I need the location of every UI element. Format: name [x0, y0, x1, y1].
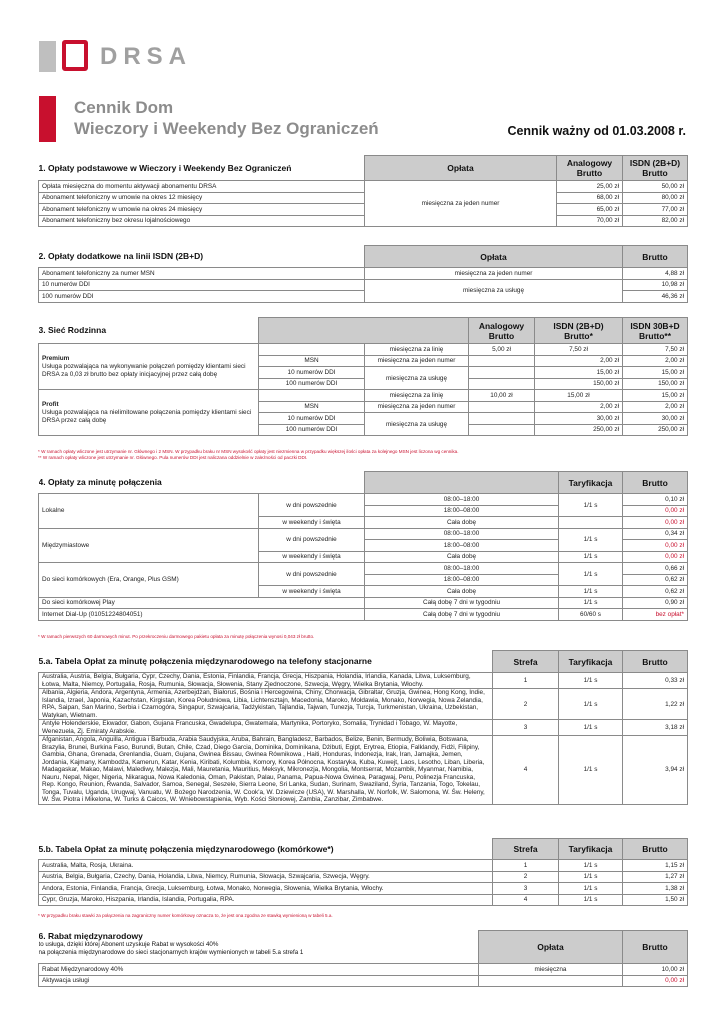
price: 80,00 zł	[623, 192, 688, 204]
row-label: Do sieci komórkowej Play	[39, 597, 365, 609]
row-label: Opłata miesięczna do momentu aktywacji abonamentu DRSA	[39, 181, 365, 193]
price: 2,00 zł	[623, 355, 688, 367]
table-row	[39, 597, 688, 609]
fee-type: miesięczna za usługę	[365, 367, 469, 390]
country-list: Antyle Holenderskie, Ekwador, Gabon, Gujana Francuska, Gwadelupa, Gwatemala, Martynika, Portoryko, Somalia, Trynidad i Tobago, W. Mayotte, Wenezuela, Zj. Emiraty Arabskie.	[39, 720, 493, 736]
footnote: * W ramach pierwszych 60 darmowych minut. Po przekroczeniu darmowego pakietu opłata za minutę połączenia wynosi 0,043 zł brutto.	[38, 634, 315, 639]
number-type: 100 numerów DDI	[259, 424, 365, 436]
table-family-network	[38, 317, 688, 436]
table-intl-discount	[38, 930, 688, 987]
table-intl-landline	[38, 650, 688, 805]
tariff: 1/1 s	[559, 883, 623, 895]
fee-type: miesięczna za usługę	[365, 413, 469, 436]
price: 4,88 zł	[623, 268, 688, 280]
plan-profit	[39, 390, 259, 436]
price: 50,00 zł	[623, 181, 688, 193]
table-row	[39, 689, 688, 720]
zone: 2	[493, 689, 559, 720]
zone: 2	[493, 871, 559, 883]
row-label: Abonament telefoniczny w umowie na okres 12 miesięcy	[39, 192, 365, 204]
section-heading: 5.b. Tabela Opłat za minutę połączenia międzynarodowego (komórkowe*)	[39, 839, 493, 860]
tariff: 1/1 s	[559, 736, 623, 805]
day-type: w weekendy i święta	[259, 517, 365, 529]
price: 1,27 zł	[623, 871, 688, 883]
fee-type: miesięczna za jeden numer	[365, 268, 623, 280]
price: 2,00 zł	[535, 401, 623, 413]
country-list: Afganistan, Angola, Anguilla, Antigua i Barbuda, Arabia Saudyjska, Aruba, Bahrain, Bangladesz, Barbados, Belize, Benin, Bermudy, Boliwia, Botswana, Brazylia, Brunei, Burkina Faso, Burundi, Butan, Chile, Czad, Diego Garcia, Dominika, Dominikana, Dżibuti, Egipt, Erytrea, Etiopia, Falklandy, Fidżi, Filipiny, Gambia, Ghana, Grenada, Grenlandia, Guam, Gujana, Gwinea Bissau, Gwinea Równikowa , Haiti, Honduras, Indonezja, Irak, Iran, Jamajka, Jemen, Jordania, Kajmany, Kambodża, Kamerun, Katar, Kenia, Kiribati, Kolumbia, Komory, Korea Północna, Kostaryka, Kuba, Kuwejt, Laos, Lesotho, Liban, Liberia, Madagaskar, Makao, Malawi, Malediwy, Malezja, Mali, Mauretania, Mauritius, Meksyk, Mikronezja, Mongolia, Montserrat, Mozambik, Myanmar, Namibia, Nauru, Nepal, Niger, Nigeria, Nikaragua, Nowa Kaledonia, Oman, Pakistan, Palau, Panama, Papua-Nowa Gwinea, Paragwaj, Peru, Polinezja Francuska, Rep. Kongo, Reunion, Rwanda, Salvador, Samoa, Senegal, Seszele, Sierra Leone, Sri Lanka, Sudan, Surinam, Swaziland, Syria, Tanzania, Togo, Tokelau, Tonga, Tuvalu, Uganda, Urugwaj, Vanuatu, W. Bożego Narodzenia, W. Cook'a, W. Dziewicze (USA), W. Marshalla, W. Norfolk, W. Salomona, W. Św. Heleny, W. Św. Piotra i Mikelona, W. Turks & Caicos, W. Wniebowstąpienia, Wyb. Kości Słoniowej, Zambia, Zanzibar, Zimbabwe.	[39, 736, 493, 805]
section-heading	[39, 931, 479, 964]
time-range: 18:00–08:00	[365, 505, 559, 517]
plan-premium	[39, 344, 259, 390]
table-row	[39, 181, 688, 193]
plan-title: Premium	[42, 354, 70, 362]
col-header: Brutto	[623, 839, 688, 860]
tariff: 1/1 s	[559, 894, 623, 906]
table-row	[39, 192, 688, 204]
table-row	[39, 894, 688, 906]
fee-type: miesięczna	[479, 964, 623, 976]
tariff: 1/1 s	[559, 673, 623, 689]
price: 1,15 zł	[623, 860, 688, 872]
price: 30,00 zł	[623, 413, 688, 425]
table-row	[39, 673, 688, 689]
zone: 4	[493, 894, 559, 906]
price: bez opłat*	[623, 609, 688, 621]
col-header-blank	[259, 318, 469, 344]
country-list: Albania, Algieria, Andora, Argentyna, Armenia, Azerbejdżan, Białoruś, Bośnia i Hercegowina, Chiny, Chorwacja, Gibraltar, Gruzja, Gwinea, Hong Kong, Indie, Islandia, Izrael, Japonia, Kazachstan, Kirgistan, Korea Południowa, Libia, Lichtensztajn, Macedonia, Maroko, Mołdawia, Monako, Norwegia, Nowa Zelandia, RPA, Saipan, San Marino, Serbia i Czarnogóra, Singapur, Szwajcaria, Tadżykistan, Tajlandia, Tajwan, Tunezja, Turcja, Turkmenistan, Ukraina, Uzbekistan, Watykan, Wietnam.	[39, 689, 493, 720]
day-type: w dni powszednie	[259, 528, 365, 551]
day-type: w dni powszednie	[259, 494, 365, 517]
discount-title: 6. Rabat międzynarodowy	[38, 930, 143, 941]
col-header: ISDN 30B+D Brutto**	[623, 318, 688, 344]
time-range: 18:00–08:00	[365, 540, 559, 552]
price: 0,00 zł	[623, 517, 688, 529]
price: 2,00 zł	[623, 401, 688, 413]
time-range: 08:00–18:00	[365, 528, 559, 540]
table-row	[39, 883, 688, 895]
price: 0,34 zł	[623, 528, 688, 540]
table-row	[39, 975, 688, 987]
row-label: Lokalne	[39, 494, 259, 529]
footnote: * W ramach opłaty wliczone jest utrzymanie nr. Głównego i 2 MSN. W przypadku braku nr MSN wysokość opłaty jest niezmienna w przypadku większej ilości opłata za kolejnego MSN jest liczona wg cennika.	[38, 449, 459, 454]
table-basic-fees	[38, 155, 688, 227]
row-label: Rabat Międzynarodowy 40%	[39, 964, 479, 976]
country-list: Australia, Malta, Rosja, Ukraina.	[39, 860, 493, 872]
day-type: w weekendy i święta	[259, 586, 365, 598]
page-subtitle: Wieczory i Weekendy Bez Ograniczeń	[74, 119, 379, 138]
col-header: Opłata	[365, 246, 623, 268]
table-row	[39, 609, 688, 621]
page-title: Cennik Dom	[74, 98, 174, 117]
plan-desc: Usługa pozwalająca na wykonywanie połączeń pomiędzy klientami sieci DRSA za 0,03 zł brutto bez opłaty inicjacyjnej przez całą dobę	[42, 362, 246, 378]
tariff: 1/1 s	[559, 689, 623, 720]
price: 10,98 zł	[623, 279, 688, 291]
row-label: 10 numerów DDI	[39, 279, 365, 291]
table-row	[39, 204, 688, 216]
table-row	[39, 215, 688, 227]
price: 0,62 zł	[623, 586, 688, 598]
col-header-blank	[365, 472, 559, 494]
zone: 1	[493, 860, 559, 872]
time-range: Całą dobę 7 dni w tygodniu	[365, 609, 559, 621]
time-range: Cała dobę	[365, 586, 559, 598]
row-label: Abonament telefoniczny bez okresu lojalnościowego	[39, 215, 365, 227]
title-accent-bar	[39, 96, 56, 142]
price: 30,00 zł	[535, 413, 623, 425]
fee-type: miesięczna za linię	[365, 344, 469, 356]
price: 70,00 zł	[557, 215, 623, 227]
valid-from: Cennik ważny od 01.03.2008 r.	[507, 124, 686, 138]
price: 0,00 zł	[623, 505, 688, 517]
fee-type: miesięczna za jeden numer	[365, 355, 469, 367]
tariff: 1/1 s	[559, 528, 623, 551]
table-row	[39, 279, 688, 291]
table-row	[39, 528, 688, 540]
col-header: Brutto	[623, 931, 688, 964]
price: 10,00 zł	[623, 964, 688, 976]
table-row	[39, 390, 688, 402]
price: 15,00 zł	[535, 367, 623, 379]
price: 250,00 zł	[623, 424, 688, 436]
price: 150,00 zł	[535, 378, 623, 390]
col-header: Strefa	[493, 651, 559, 673]
section-heading: 2. Opłaty dodatkowe na linii ISDN (2B+D)	[39, 246, 365, 268]
col-header: Taryfikacja	[559, 472, 623, 494]
table-row	[39, 268, 688, 280]
col-header: Taryfikacja	[559, 839, 623, 860]
price: 1,22 zł	[623, 689, 688, 720]
logo-frame-icon	[62, 40, 88, 71]
tariff: 1/1 s	[559, 597, 623, 609]
country-list: Australia, Austria, Belgia, Bułgaria, Cypr, Czechy, Dania, Estonia, Finlandia, Francja, Grecja, Hiszpania, Holandia, Irlandia, Kanada, Litwa, Luksemburg, Łotwa, Malta, Niemcy, Portugalia, Rosja, Rumunia, Słowacja, Słowenia, Stany Zjednoczone, Szwecja, Węgry, Wielka Brytania, Włochy.	[39, 673, 493, 689]
footnote: ** W ramach opłaty wliczone jest utrzymanie nr. Głównego. Pula numerów DDI jest naliczana oddzielnie w zależności od paczki DDI.	[38, 455, 308, 460]
table-row	[39, 494, 688, 506]
fee-type: miesięczna za jeden numer	[365, 181, 557, 227]
table-intl-mobile	[38, 838, 688, 906]
table-row	[39, 563, 688, 575]
fee-type: miesięczna za usługę	[365, 279, 623, 302]
col-header: ISDN (2B+D) Brutto	[623, 156, 688, 181]
col-header: Analogowy Brutto	[469, 318, 535, 344]
price: 0,66 zł	[623, 563, 688, 575]
number-type: 100 numerów DDI	[259, 378, 365, 390]
price: 15,00 zł	[623, 367, 688, 379]
price: 0,00 zł	[623, 975, 688, 987]
table-row	[39, 720, 688, 736]
row-label: 100 numerów DDI	[39, 291, 365, 303]
col-header: Analogowy Brutto	[557, 156, 623, 181]
price: 65,00 zł	[557, 204, 623, 216]
price: 10,00 zł	[469, 390, 535, 402]
price: 0,62 zł	[623, 574, 688, 586]
plan-desc: Usługa pozwalająca na nielimitowane połączenia pomiędzy klientami sieci DRSA przez całą dobę	[42, 408, 252, 424]
col-header: ISDN (2B+D) Brutto*	[535, 318, 623, 344]
day-type: w dni powszednie	[259, 563, 365, 586]
price: 7,50 zł	[623, 344, 688, 356]
tariff: 1/1 s	[559, 871, 623, 883]
price: 7,50 zł	[535, 344, 623, 356]
time-range: Cała dobę	[365, 551, 559, 563]
number-type: MSN	[259, 355, 365, 367]
price: 82,00 zł	[623, 215, 688, 227]
section-heading: 5.a. Tabela Opłat za minutę połączenia międzynarodowego na telefony stacjonarne	[39, 651, 493, 673]
price: 77,00 zł	[623, 204, 688, 216]
tariff: 1/1 s	[559, 586, 623, 598]
section-heading: 4. Opłaty za minutę połączenia	[39, 472, 365, 494]
day-type: w weekendy i święta	[259, 551, 365, 563]
number-type: 10 numerów DDI	[259, 367, 365, 379]
price: 3,18 zł	[623, 720, 688, 736]
footnote: * W przypadku braku stawki za połączenia na zagraniczny numer komórkowy oznacza to, że jest ona zgodna ze stawką wymienioną w tabeli 5.a.	[38, 913, 333, 918]
price: 0,00 zł	[623, 551, 688, 563]
col-header: Taryfikacja	[559, 651, 623, 673]
table-isdn-extra	[38, 245, 688, 303]
zone: 3	[493, 720, 559, 736]
time-range: 08:00–18:00	[365, 494, 559, 506]
discount-desc: na połączenia międzynarodowe do sieci stacjonarnych krajów wymienionych w tabeli 5.a strefa 1	[38, 948, 304, 956]
col-header: Brutto	[623, 472, 688, 494]
price: 25,00 zł	[557, 181, 623, 193]
col-header: Brutto	[623, 651, 688, 673]
col-header: Brutto	[623, 246, 688, 268]
price: 15,00 zł	[623, 390, 688, 402]
fee-type	[479, 975, 623, 987]
col-header: Opłata	[365, 156, 557, 181]
price: 0,10 zł	[623, 494, 688, 506]
tariff: 1/1 s	[559, 860, 623, 872]
fee-type: miesięczna za linię	[365, 390, 469, 402]
price: 5,00 zł	[469, 344, 535, 356]
price: 15,00 zł	[535, 390, 623, 402]
table-row	[39, 860, 688, 872]
section-heading: 3. Sieć Rodzinna	[39, 318, 259, 344]
price: 150,00 zł	[623, 378, 688, 390]
zone: 1	[493, 673, 559, 689]
logo-square-icon	[39, 41, 56, 72]
table-row	[39, 736, 688, 805]
tariff: 1/1 s	[559, 563, 623, 586]
col-header: Strefa	[493, 839, 559, 860]
tariff: 1/1 s	[559, 720, 623, 736]
fee-type: miesięczna za jeden numer	[365, 401, 469, 413]
tariff: 1/1 s	[559, 494, 623, 517]
number-type: MSN	[259, 401, 365, 413]
row-label: Aktywacja usługi	[39, 975, 479, 987]
logo-text: DRSA	[100, 43, 193, 70]
price: 68,00 zł	[557, 192, 623, 204]
price: 1,38 zł	[623, 883, 688, 895]
zone: 4	[493, 736, 559, 805]
time-range: 18:00–08:00	[365, 574, 559, 586]
row-label: Internet Dial-Up (01051224804051)	[39, 609, 365, 621]
tariff: 1/1 s	[559, 551, 623, 563]
row-label: Abonament telefoniczny w umowie na okres 24 miesięcy	[39, 204, 365, 216]
row-label: Międzymiastowe	[39, 528, 259, 563]
row-label: Do sieci komórkowych (Era, Orange, Plus GSM)	[39, 563, 259, 598]
country-list: Cypr, Gruzja, Maroko, Hiszpania, Irlandia, Islandia, Portugalia, RPA.	[39, 894, 493, 906]
price: 3,94 zł	[623, 736, 688, 805]
table-row	[39, 871, 688, 883]
price: 46,36 zł	[623, 291, 688, 303]
price: 1,50 zł	[623, 894, 688, 906]
row-label: Abonament telefoniczny za numer MSN	[39, 268, 365, 280]
country-list: Andora, Estonia, Finlandia, Francja, Grecja, Luksemburg, Łotwa, Monako, Norwegia, Słowenia, Wielka Brytania, Włochy.	[39, 883, 493, 895]
price: 0,90 zł	[623, 597, 688, 609]
country-list: Austria, Belgia, Bułgaria, Czechy, Dania, Holandia, Litwa, Niemcy, Rumunia, Słowacja, Szwajcaria, Szwecja, Węgry.	[39, 871, 493, 883]
time-range: Cała dobę	[365, 517, 559, 529]
plan-title: Profit	[42, 400, 59, 408]
number-type: 10 numerów DDI	[259, 413, 365, 425]
col-header: Opłata	[479, 931, 623, 964]
table-row	[39, 964, 688, 976]
price: 250,00 zł	[535, 424, 623, 436]
zone: 3	[493, 883, 559, 895]
tariff: 60/60 s	[559, 609, 623, 621]
time-range: Całą dobę 7 dni w tygodniu	[365, 597, 559, 609]
price: 0,00 zł	[623, 540, 688, 552]
price: 0,33 zł	[623, 673, 688, 689]
section-heading: 1. Opłaty podstawowe w Wieczory i Weekendy Bez Ograniczeń	[39, 156, 365, 181]
price: 2,00 zł	[535, 355, 623, 367]
time-range: 08:00–18:00	[365, 563, 559, 575]
discount-desc: to usługa, dzięki której Abonent uzyskuje Rabat w wysokości 40%	[38, 940, 219, 948]
table-per-minute	[38, 471, 688, 621]
